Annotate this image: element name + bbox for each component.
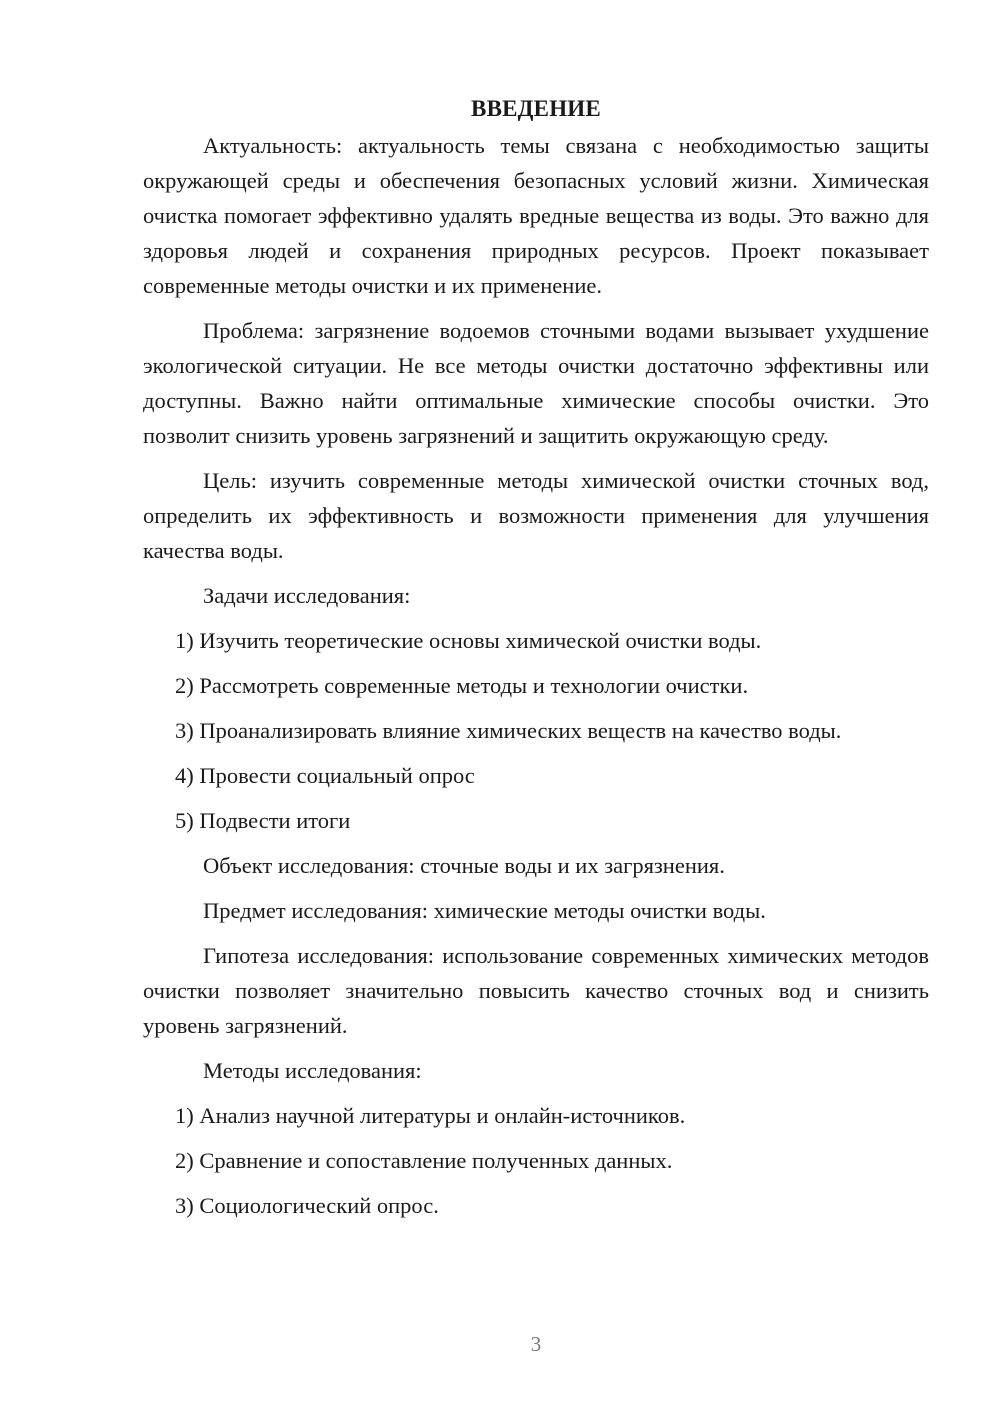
relevance-paragraph: Актуальность: актуальность темы связана с необходимостью защиты окружающей среды и обеспечения безопасных условий жизни. Химическая очистка помогает эффективно удалять вредные вещества из воды. Это важно для здоровья людей и сохранения природных ресурсов. Проект показывает современные методы очистки и их применение. bbox=[143, 133, 929, 298]
list-item: 2) Сравнение и сопоставление полученных данных. bbox=[175, 1148, 673, 1173]
page-title: ВВЕДЕНИЕ bbox=[471, 96, 601, 121]
problem-paragraph: Проблема: загрязнение водоемов сточными водами вызывает ухудшение экологической ситуации. Не все методы очистки достаточно эффективны или доступны. Важно найти оптимальные химические способы очистки. Это позволит снизить уровень загрязнений и защитить окружающую среду. bbox=[143, 318, 929, 448]
list-item: 3) Проанализировать влияние химических веществ на качество воды. bbox=[175, 718, 842, 743]
tasks-list bbox=[143, 623, 929, 838]
document-page bbox=[143, 92, 929, 1233]
list-item: 3) Социологический опрос. bbox=[175, 1193, 439, 1218]
list-item: 1) Анализ научной литературы и онлайн-источников. bbox=[175, 1103, 686, 1128]
list-item: 1) Изучить теоретические основы химической очистки воды. bbox=[175, 628, 762, 653]
list-item: 4) Провести социальный опрос bbox=[175, 763, 475, 788]
hypothesis-paragraph: Гипотеза исследования: использование современных химических методов очистки позволяет значительно повысить качество сточных вод и снизить уровень загрязнений. bbox=[143, 943, 929, 1038]
list-item: 2) Рассмотреть современные методы и технологии очистки. bbox=[175, 673, 749, 698]
goal-paragraph: Цель: изучить современные методы химической очистки сточных вод, определить их эффективность и возможности применения для улучшения качества воды. bbox=[143, 468, 929, 563]
subject-paragraph: Предмет исследования: химические методы очистки воды. bbox=[203, 898, 766, 923]
methods-list bbox=[143, 1098, 929, 1223]
page-number: 3 bbox=[530, 1332, 542, 1356]
tasks-heading: Задачи исследования: bbox=[203, 583, 411, 608]
list-item: 5) Подвести итоги bbox=[175, 808, 351, 833]
methods-heading: Методы исследования: bbox=[203, 1058, 422, 1083]
object-paragraph: Объект исследования: сточные воды и их загрязнения. bbox=[203, 853, 725, 878]
